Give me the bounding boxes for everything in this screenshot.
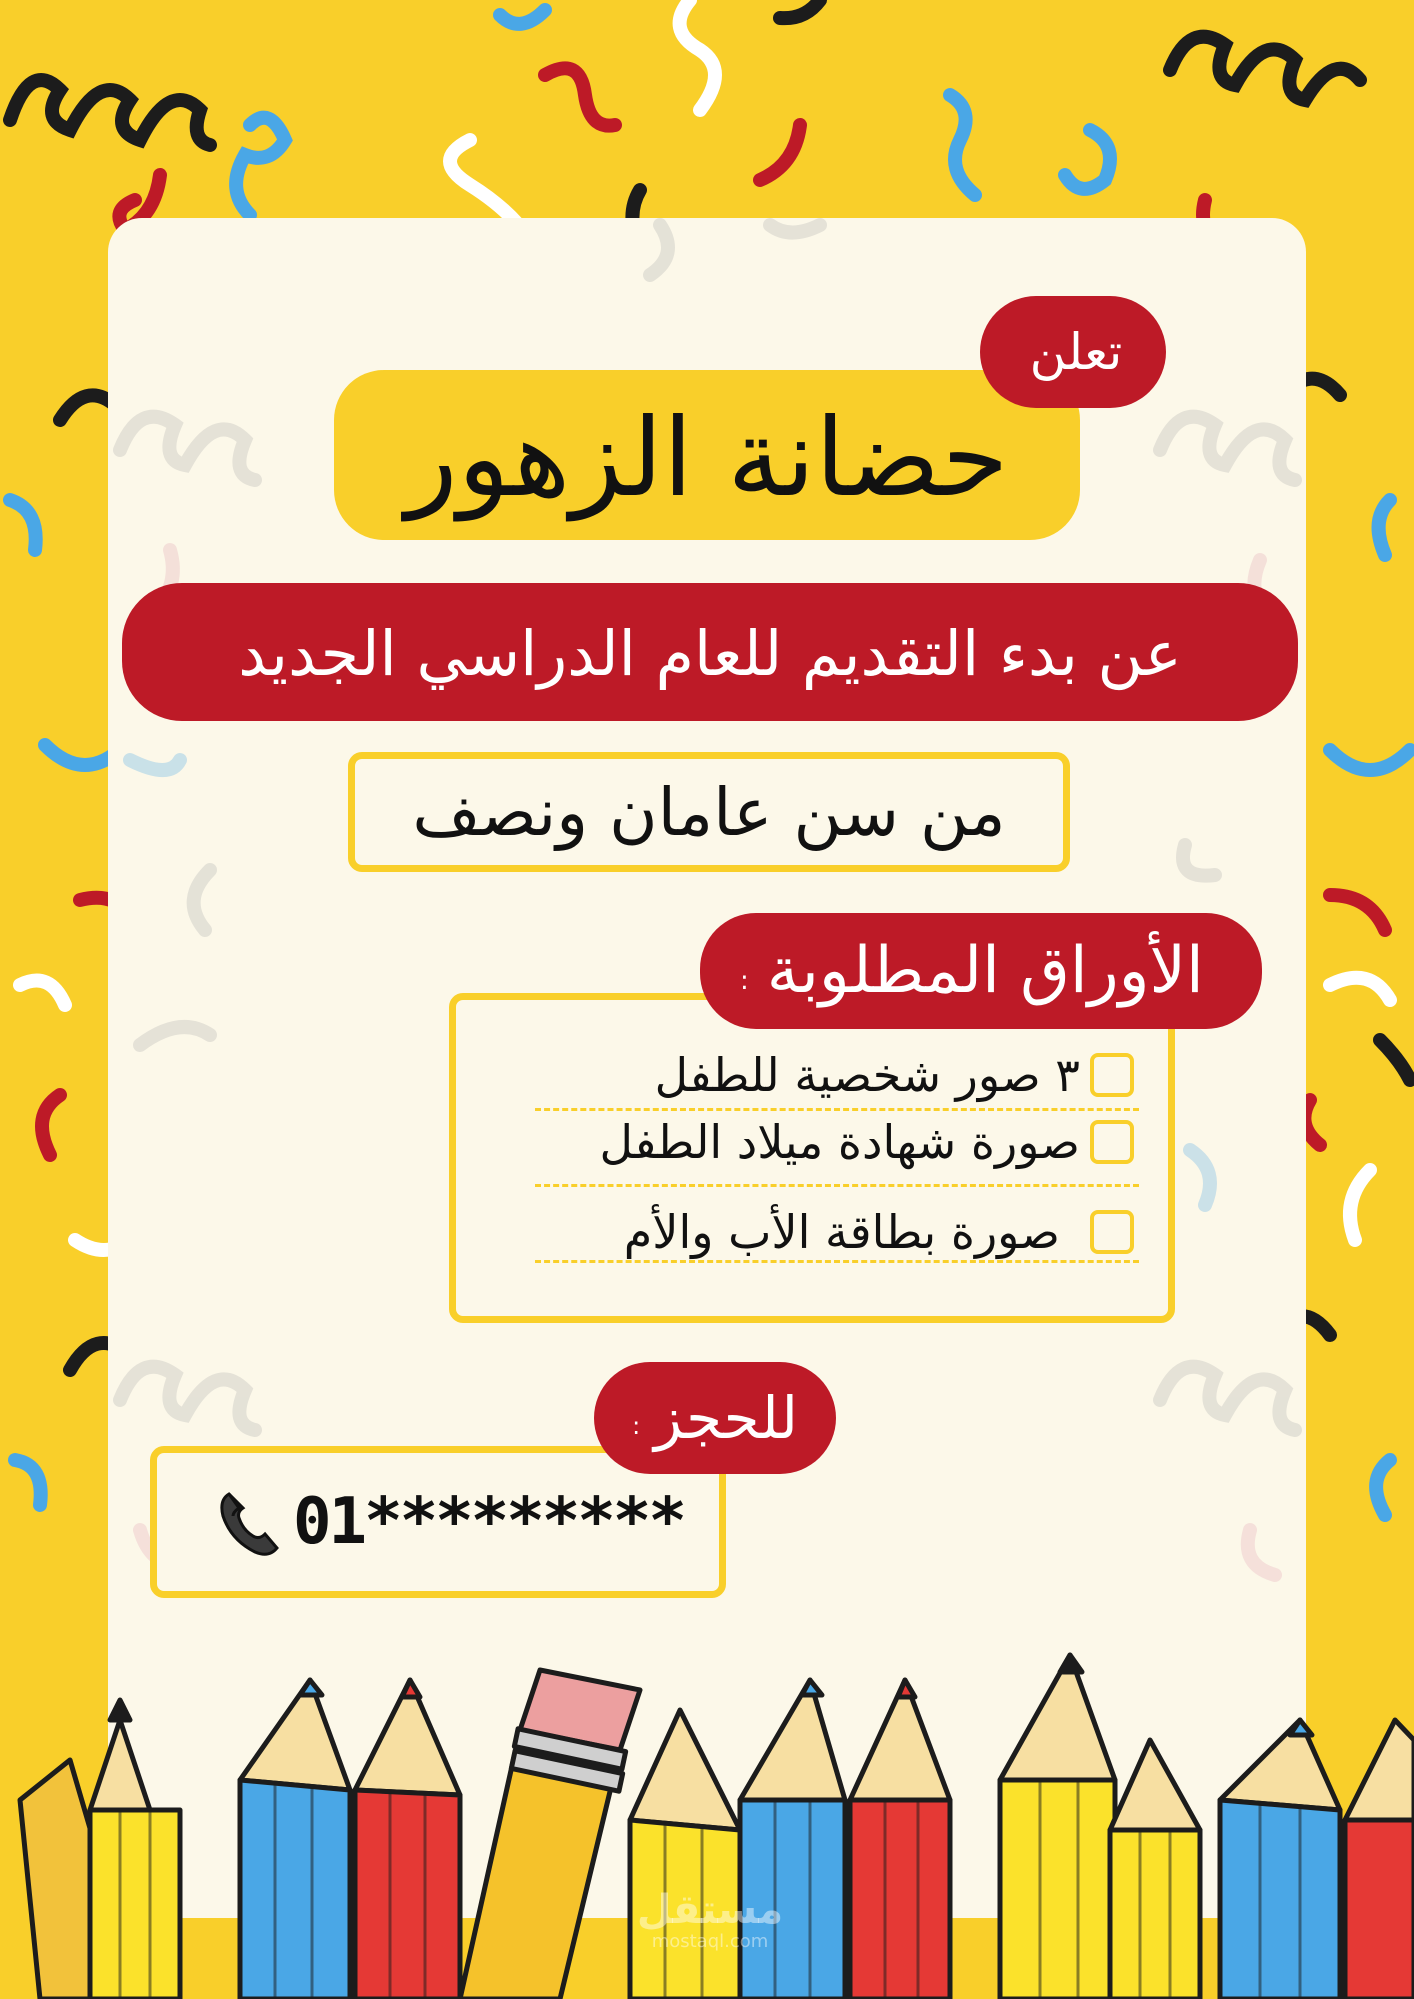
applications-text: عن بدء التقديم للعام الدراسي الجديد [238, 616, 1182, 690]
document-item-text: صورة بطاقة الأب والأم [623, 1205, 1060, 1259]
documents-header [700, 913, 1262, 1029]
dashed-divider [535, 1260, 1139, 1263]
watermark-arabic: مستقل [636, 1887, 784, 1933]
booking-title: للحجز [654, 1384, 798, 1452]
applications-banner [122, 583, 1298, 721]
dashed-divider [535, 1108, 1139, 1111]
announces-badge [980, 296, 1166, 408]
announces-label: تعلن [1029, 323, 1123, 381]
watermark-latin: mostaql.com [651, 1931, 769, 1952]
booking-header [594, 1362, 836, 1474]
checkbox-icon [1090, 1053, 1134, 1097]
booking-colon: : [632, 1412, 641, 1440]
document-item-text: صورة شهادة ميلاد الطفل [599, 1115, 1080, 1169]
age-text: من سن عامان ونصف [412, 773, 1006, 851]
documents-title: الأوراق المطلوبة [766, 934, 1204, 1008]
age-box [348, 752, 1070, 872]
document-item-text: ٣ صور شخصية للطفل [654, 1048, 1080, 1102]
documents-colon: : [740, 966, 749, 996]
nursery-name-badge [334, 370, 1080, 540]
checkbox-icon [1090, 1120, 1134, 1164]
dashed-divider [535, 1184, 1139, 1187]
document-item [624, 1203, 1134, 1261]
checkbox-icon [1090, 1210, 1134, 1254]
phone-icon [215, 1486, 287, 1558]
watermark [620, 1888, 800, 1952]
nursery-name: حضانة الزهور [405, 395, 1009, 521]
document-item [655, 1046, 1134, 1104]
phone-number: 01********* [293, 1485, 684, 1559]
document-item [600, 1113, 1134, 1171]
